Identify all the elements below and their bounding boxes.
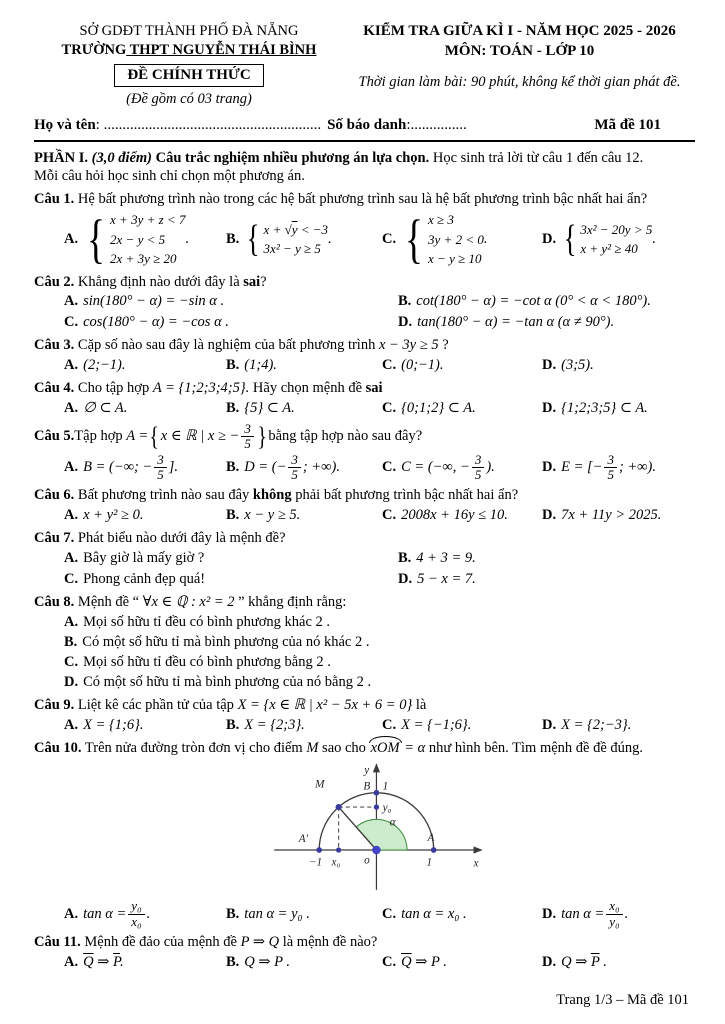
label-alpha: α bbox=[389, 815, 396, 828]
question-6 bbox=[34, 486, 695, 525]
question-6-option-c: C. 2008x + 16y ≤ 10. bbox=[382, 507, 508, 524]
label-one-right: 1 bbox=[426, 855, 432, 868]
name-label: Họ và tên bbox=[34, 117, 96, 134]
question-1-options bbox=[34, 210, 695, 269]
question-3-options bbox=[34, 356, 695, 375]
question-3-option-b: B. (1;4). bbox=[226, 357, 277, 374]
page-footer: Trang 1/3 – Mã đề 101 bbox=[556, 992, 689, 1009]
question-7-option-b: B. 4 + 3 = 9. bbox=[398, 550, 476, 567]
arc-angle-notation: xOM bbox=[370, 739, 400, 756]
question-2-option-b: B. cot(180° − α) = −cot α (0° < α < 180°). bbox=[398, 293, 651, 310]
question-7-option-a: A. Bây giờ là mấy giờ ? bbox=[64, 550, 205, 567]
question-3-option-a: A. (2;−1). bbox=[64, 357, 126, 374]
label-origin: o bbox=[363, 853, 370, 866]
header bbox=[34, 22, 695, 109]
question-10 bbox=[34, 739, 695, 929]
label-x0: x₀ bbox=[330, 855, 340, 868]
point-m bbox=[335, 804, 341, 810]
question-6-option-a: A. x + y² ≥ 0. bbox=[64, 507, 144, 524]
question-10-text: Câu 10. Trên nửa đường tròn đơn vị cho điểm M sao cho xOM = α như hình bên. Tìm mệnh đề đề đúng. bbox=[34, 739, 644, 756]
label-b: B bbox=[362, 780, 370, 793]
alpha-angle-sector bbox=[356, 819, 407, 850]
question-10-option-b: B. tan α = y₀ . bbox=[226, 905, 310, 922]
question-1-option-d: D. { 3x² − 20y > 5 x + y² ≥ 40 . bbox=[542, 218, 656, 261]
question-4-text: Câu 4. Cho tập hợp A = {1;2;3;4;5}. Hãy chọn mệnh đề sai bbox=[34, 380, 383, 397]
question-3-option-c: C. (0;−1). bbox=[382, 357, 444, 374]
x-axis-arrow bbox=[473, 846, 482, 853]
question-1-option-a: A. { x + 3y + z < 7 2x − y < 5 2x + 3y ≥ 20 . bbox=[64, 208, 190, 269]
question-7 bbox=[34, 529, 695, 589]
question-1-option-b: B. { x + √y < −3 3x² − y ≥ 5 . bbox=[226, 218, 332, 261]
label-x-axis: x bbox=[473, 856, 479, 869]
label-a: A bbox=[427, 831, 434, 844]
question-8-option-c: C. Mọi số hữu tỉ đều có bình phương bằng 2 . bbox=[64, 653, 331, 670]
question-5 bbox=[34, 422, 695, 482]
question-10-option-d: D. tan α = $\frac{\text{x₀}}{\text{y₀}}$ . bbox=[542, 898, 629, 929]
question-6-option-b: B. x − y ≥ 5. bbox=[226, 507, 301, 524]
question-8-options bbox=[34, 613, 695, 692]
question-5-option-d: D. E = [− $\frac{3}{5}$ ; +∞). bbox=[542, 451, 656, 482]
question-9-text: Câu 9. Liệt kê các phần tử của tập X = {x ∈ ℝ | x² − 5x + 6 = 0} là bbox=[34, 696, 427, 713]
y-axis-arrow bbox=[372, 763, 379, 772]
point-a-prime bbox=[316, 847, 322, 853]
question-4-options bbox=[34, 399, 695, 418]
question-11-option-b: B. Q ⇒ P . bbox=[226, 953, 291, 970]
part1-label: PHẦN I. bbox=[34, 149, 92, 166]
question-8-text: Câu 8. Mệnh đề “ ∀x ∈ ℚ : x² = 2 ” khẳng định rằng: bbox=[34, 593, 347, 610]
question-5-text: Câu 5. Tập hợp A = { x ∈ ℝ | x ≥ − $\frac{3}{5}$ } bằng tập hợp nào sau đây? bbox=[34, 421, 423, 452]
question-2 bbox=[34, 273, 695, 333]
official-box-row bbox=[34, 60, 344, 88]
school-underlined: THPT NGUYỄN THÁI BÌNH bbox=[126, 41, 317, 58]
question-7-option-d: D. 5 − x = 7. bbox=[398, 571, 476, 588]
question-2-option-d: D. tan(180° − α) = −tan α (α ≠ 90°). bbox=[398, 314, 615, 331]
question-8-option-a: A. Mọi số hữu tỉ đều có bình phương khác 2 . bbox=[64, 613, 331, 630]
fraction: $\frac{3}{5}$ bbox=[241, 422, 254, 452]
question-10-option-c: C. tan α = x₀ . bbox=[382, 905, 467, 922]
question-11-option-d: D. Q ⇒ $\overline{P}$ . bbox=[542, 953, 607, 970]
question-4-option-a: A. ∅ ⊂ A. bbox=[64, 400, 128, 417]
question-7-options bbox=[34, 549, 695, 589]
id-label: Số báo danh bbox=[327, 117, 407, 134]
question-5-option-a: A. B = (−∞; − $\frac{3}{5}$ ]. bbox=[64, 451, 178, 482]
question-9-option-b: B. X = {2;3}. bbox=[226, 716, 305, 733]
name-dots: : .......................................................... bbox=[95, 117, 322, 134]
question-11 bbox=[34, 933, 695, 972]
question-7-option-c: C. Phong cảnh đẹp quá! bbox=[64, 571, 206, 588]
question-8-option-d: D. Có một số hữu tỉ mà bình phương của nó bằng 2 . bbox=[64, 673, 372, 690]
exam-title: KIỂM TRA GIỮA KÌ I - NĂM HỌC 2025 - 2026 bbox=[363, 23, 676, 39]
point-x0 bbox=[335, 847, 340, 852]
question-9-option-d: D. X = {2;−3}. bbox=[542, 716, 632, 733]
question-10-option-a: A. tan α = $\frac{\text{y₀}}{\text{x₀}}$ . bbox=[64, 898, 151, 929]
id-dots: :............... bbox=[406, 117, 467, 134]
question-9-options bbox=[34, 716, 695, 735]
exam-subject: MÔN: TOÁN - LỚP 10 bbox=[444, 42, 595, 59]
point-b bbox=[373, 789, 379, 795]
header-left bbox=[34, 22, 344, 109]
question-2-options bbox=[34, 292, 695, 332]
label-y-axis: y bbox=[363, 763, 369, 776]
label-one-top: 1 bbox=[382, 780, 388, 793]
question-10-options bbox=[34, 899, 695, 929]
question-3 bbox=[34, 336, 695, 375]
school-prefix: TRƯỜNG bbox=[61, 41, 127, 58]
part1-heading bbox=[34, 149, 695, 187]
question-5-option-c: C. C = (−∞, − $\frac{3}{5}$ ). bbox=[382, 451, 495, 482]
question-5-option-b: B. D = (− $\frac{3}{5}$ ; +∞). bbox=[226, 451, 340, 482]
point-origin bbox=[372, 845, 381, 854]
label-a-prime: A′ bbox=[298, 832, 308, 845]
school-name bbox=[34, 41, 344, 60]
question-3-text: Câu 3. Cặp số nào sau đây là nghiệm của bất phương trình x − 3y ≥ 5 ? bbox=[34, 337, 449, 354]
question-3-option-d: D. (3;5). bbox=[542, 357, 594, 374]
question-2-option-a: A. sin(180° − α) = −sin α . bbox=[64, 293, 225, 310]
question-11-text: Câu 11. Mệnh đề đảo của mệnh đề P ⇒ Q là mệnh đề nào? bbox=[34, 933, 378, 950]
question-11-option-a: A. $\overline{Q}$ ⇒ $\overline{P}$. bbox=[64, 953, 124, 970]
question-4-option-b: B. {5} ⊂ A. bbox=[226, 400, 295, 417]
exam-duration: Thời gian làm bài: 90 phút, không kể thời gian phát đề. bbox=[358, 74, 681, 90]
question-4-option-d: D. {1;2;3;5} ⊂ A. bbox=[542, 400, 648, 417]
question-9-option-c: C. X = {−1;6}. bbox=[382, 716, 472, 733]
official-exam-box: ĐỀ CHÍNH THỨC bbox=[114, 64, 263, 88]
question-4-option-c: C. {0;1;2} ⊂ A. bbox=[382, 400, 476, 417]
point-a bbox=[430, 847, 436, 853]
question-1 bbox=[34, 190, 695, 268]
question-1-text: Câu 1. Hệ bất phương trình nào trong các hệ bất phương trình sau là hệ bất phương trình bậc nhất hai ẩn? bbox=[34, 191, 648, 208]
part1-bold-text: Câu trắc nghiệm nhiều phương án lựa chọn. bbox=[152, 149, 430, 166]
part1-line2: Mỗi câu hỏi học sinh chỉ chọn một phương án. bbox=[34, 168, 305, 185]
unit-semicircle-diagram bbox=[264, 760, 494, 893]
question-6-options bbox=[34, 506, 695, 525]
point-y0 bbox=[373, 804, 378, 809]
exam-code-badge: Mã đề 101 bbox=[594, 117, 661, 134]
student-info-row bbox=[34, 109, 695, 142]
question-6-text: Câu 6. Bất phương trình nào sau đây không phải bất phương trình bậc nhất hai ẩn? bbox=[34, 487, 519, 504]
question-10-figure bbox=[62, 760, 695, 899]
question-11-options bbox=[34, 953, 695, 972]
pages-note: (Đề gồm có 03 trang) bbox=[126, 91, 252, 108]
question-2-option-c: C. cos(180° − α) = −cos α . bbox=[64, 314, 229, 331]
part1-points: (3,0 điểm) bbox=[91, 149, 153, 166]
label-y0: y₀ bbox=[382, 801, 391, 814]
question-1-option-c: C. { x ≥ 3 3y + 2 < 0 x − y ≥ 10 . bbox=[382, 208, 488, 269]
question-11-option-c: C. $\overline{Q}$ ⇒ P . bbox=[382, 953, 447, 970]
question-2-text: Câu 2. Khẳng định nào dưới đây là sai? bbox=[34, 273, 267, 290]
question-9-option-a: A. X = {1;6}. bbox=[64, 716, 144, 733]
label-m: M bbox=[314, 778, 324, 791]
question-4 bbox=[34, 379, 695, 418]
question-5-options bbox=[34, 453, 695, 483]
question-9 bbox=[34, 696, 695, 735]
question-8 bbox=[34, 593, 695, 692]
header-right bbox=[344, 22, 695, 109]
question-8-option-b: B. Có một số hữu tỉ mà bình phương của nó khác 2 . bbox=[64, 633, 370, 650]
part1-normal-text: Học sinh trả lời từ câu 1 đến câu 12. bbox=[429, 149, 644, 166]
question-6-option-d: D. 7x + 11y > 2025. bbox=[542, 507, 662, 524]
label-minus-one: −1 bbox=[308, 855, 322, 868]
question-7-text: Câu 7. Phát biểu nào dưới đây là mệnh đề? bbox=[34, 530, 286, 547]
department-name: SỞ GDĐT THÀNH PHỐ ĐÀ NẴNG bbox=[79, 23, 299, 39]
